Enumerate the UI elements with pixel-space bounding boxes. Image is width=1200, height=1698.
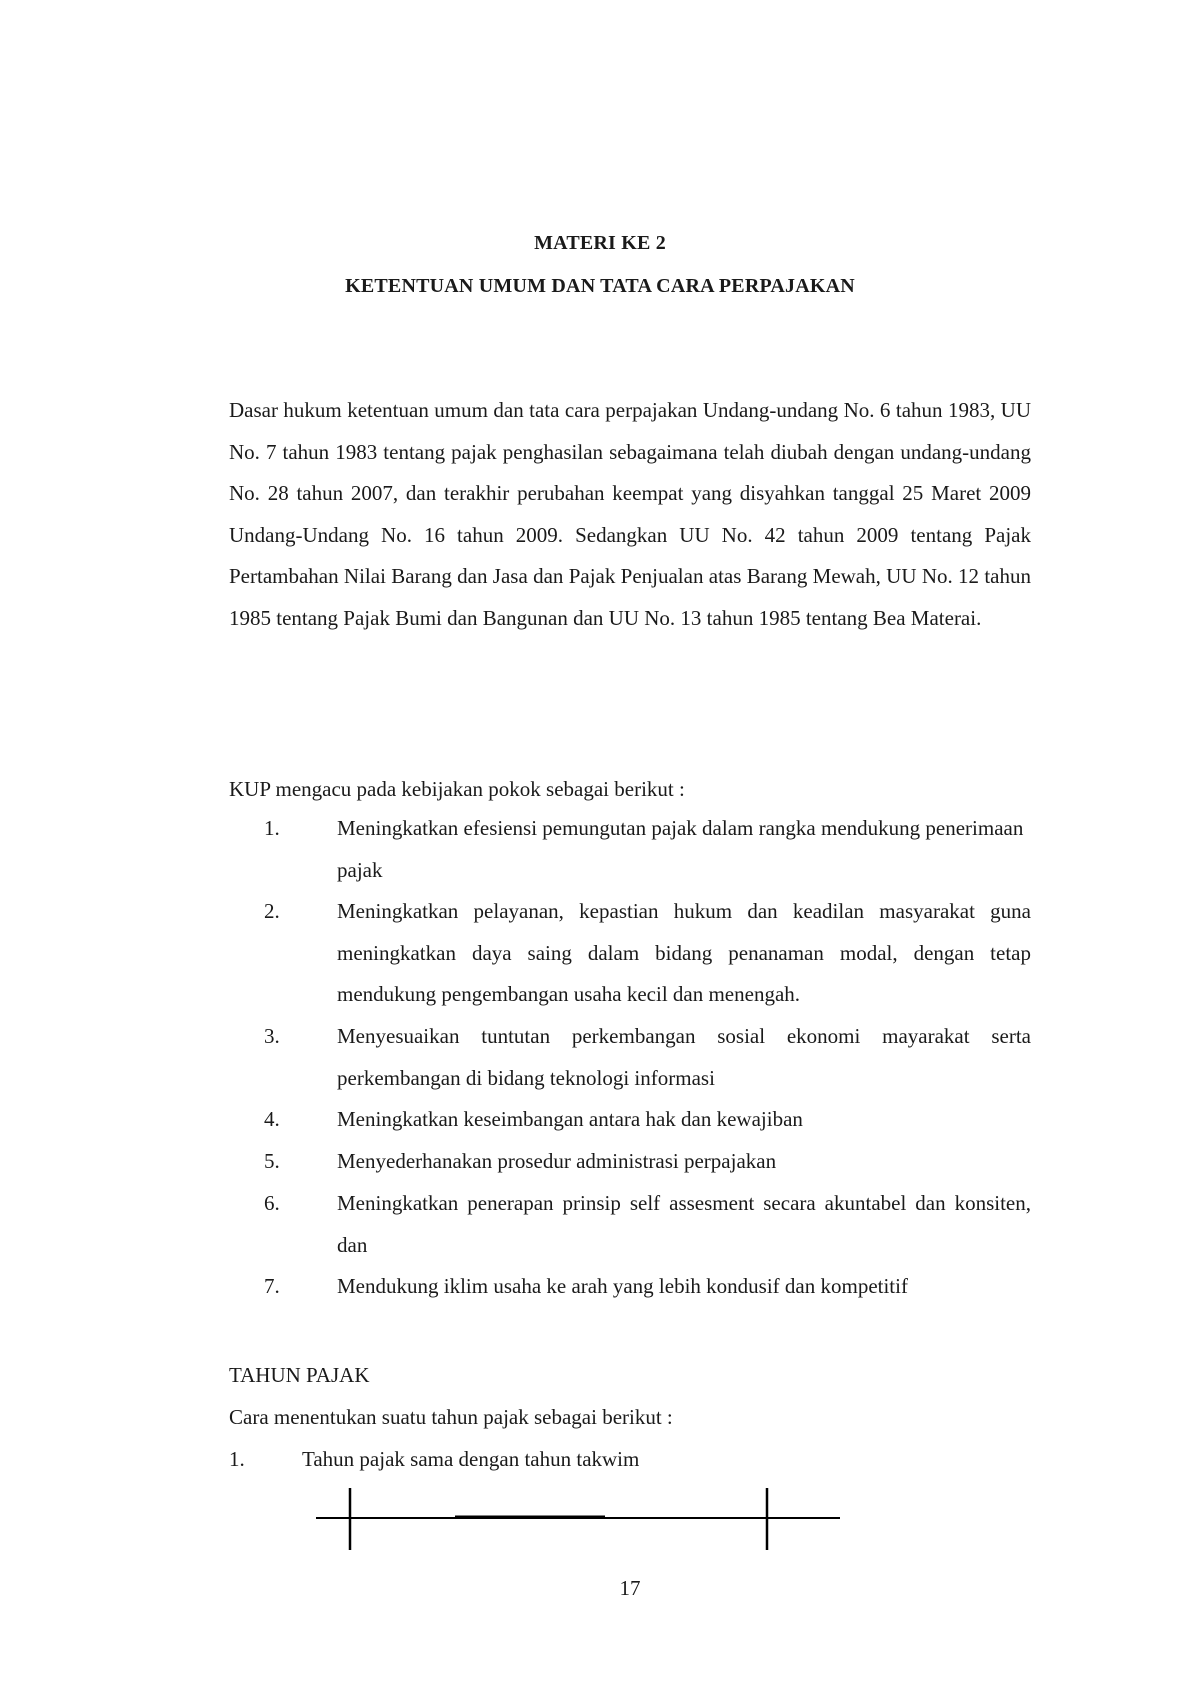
list-item-text: Menyesuaikan tuntutan perkembangan sosial ekonomi mayarakat serta perkembangan di bidang teknologi informasi	[337, 1024, 1031, 1090]
section-heading-tahun-pajak: TAHUN PAJAK	[229, 1363, 370, 1387]
list-item-text: Mendukung iklim usaha ke arah yang lebih kondusif dan kompetitif	[337, 1274, 908, 1298]
document-subtitle: KETENTUAN UMUM DAN TATA CARA PERPAJAKAN	[345, 275, 855, 297]
list-item-number: 4.	[264, 1107, 280, 1131]
list-item-number: 2.	[264, 899, 280, 923]
list-item-number: 7.	[264, 1274, 280, 1298]
list-item-number: 1.	[264, 816, 280, 840]
list-item-text: Meningkatkan efesiensi pemungutan pajak dalam rangka mendukung penerimaan pajak	[337, 816, 1024, 882]
list-item-text: Meningkatkan penerapan prinsip self assesment secara akuntabel dan konsiten, dan	[337, 1191, 1031, 1257]
list-item-number: 6.	[264, 1191, 280, 1215]
list-item-number: 5.	[264, 1149, 280, 1173]
kup-intro: KUP mengacu pada kebijakan pokok sebagai berikut :	[229, 777, 685, 801]
document-title: MATERI KE 2	[534, 232, 666, 254]
list-item-text: Menyederhanakan prosedur administrasi perpajakan	[337, 1149, 777, 1173]
list-item-text: Tahun pajak sama dengan tahun takwim	[302, 1447, 640, 1471]
list-item-text: Meningkatkan pelayanan, kepastian hukum dan keadilan masyarakat guna meningkatkan daya saing dalam bidang penanaman modal, dengan tetap mendukung pengembangan usaha kecil dan menengah.	[337, 899, 1031, 1006]
tax-year-timeline-diagram	[300, 1480, 860, 1550]
tahun-pajak-intro: Cara menentukan suatu tahun pajak sebagai berikut :	[229, 1405, 673, 1429]
list-item-number: 3.	[264, 1024, 280, 1048]
page-number: 17	[619, 1576, 641, 1600]
intro-paragraph: Dasar hukum ketentuan umum dan tata cara perpajakan Undang-undang No. 6 tahun 1983, UU No. 7 tahun 1983 tentang pajak penghasilan sebagaimana telah diubah dengan undang-undang No. 28 tahun 2007, dan terakhir perubahan keempat yang disyahkan tanggal 25 Maret 2009 Undang-Undang No. 16 tahun 2009. Sedangkan UU No. 42 tahun 2009 tentang Pajak Pertambahan Nilai Barang dan Jasa dan Pajak Penjualan atas Barang Mewah, UU No. 12 tahun 1985 tentang Pajak Bumi dan Bangunan dan UU No. 13 tahun 1985 tentang Bea Materai.	[229, 398, 1031, 630]
list-item-text: Meningkatkan keseimbangan antara hak dan kewajiban	[337, 1107, 803, 1131]
list-item-number: 1.	[229, 1447, 245, 1471]
